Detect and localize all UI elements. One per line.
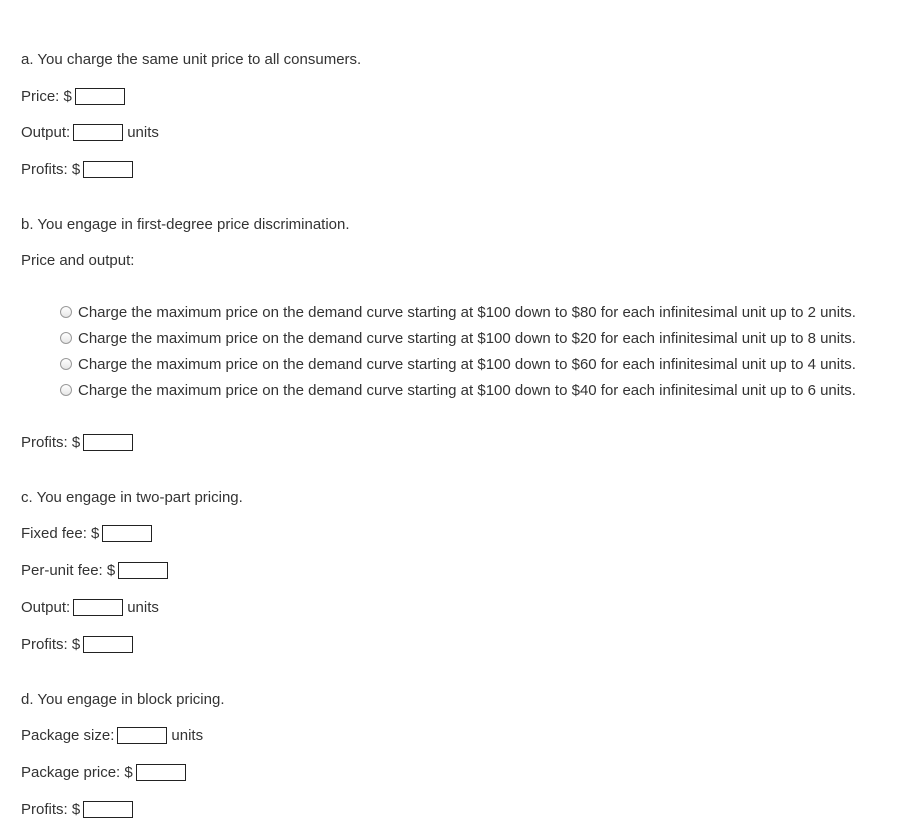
radio-button-icon[interactable] bbox=[60, 384, 72, 396]
part-c-fixed-fee-label: Fixed fee: $ bbox=[21, 524, 100, 542]
part-d-profits-label: Profits: $ bbox=[21, 800, 81, 818]
part-a-output-input[interactable] bbox=[73, 124, 123, 141]
part-c-profits-input[interactable] bbox=[83, 636, 133, 653]
part-d-package-size-label: Package size: bbox=[21, 726, 115, 744]
part-d-package-size-units: units bbox=[171, 726, 204, 744]
part-a-output-row bbox=[21, 122, 159, 142]
part-b-heading-text: b. You engage in first-degree price discrimination. bbox=[21, 215, 350, 233]
part-b-profits-input[interactable] bbox=[83, 434, 133, 451]
part-c-heading-text: c. You engage in two-part pricing. bbox=[21, 488, 243, 506]
part-b-price-output-label-row bbox=[21, 250, 134, 270]
part-d-profits-input[interactable] bbox=[83, 801, 133, 818]
part-b-option-1[interactable] bbox=[60, 302, 856, 322]
part-b-option-3[interactable] bbox=[60, 354, 856, 374]
part-c-heading bbox=[21, 487, 243, 507]
part-c-output-units: units bbox=[127, 598, 159, 616]
part-b-price-output-label: Price and output: bbox=[21, 251, 135, 269]
part-b-option-4[interactable] bbox=[60, 380, 856, 400]
part-a-output-units: units bbox=[127, 123, 159, 141]
part-c-output-input[interactable] bbox=[73, 599, 123, 616]
part-c-profits-label: Profits: $ bbox=[21, 635, 81, 653]
part-a-profits-label: Profits: $ bbox=[21, 160, 81, 178]
part-d-profits-row bbox=[21, 799, 133, 819]
part-a-output-label: Output: bbox=[21, 123, 71, 141]
part-a-price-row bbox=[21, 86, 125, 106]
radio-button-icon[interactable] bbox=[60, 332, 72, 344]
radio-button-icon[interactable] bbox=[60, 358, 72, 370]
part-c-fixed-fee-input[interactable] bbox=[102, 525, 152, 542]
part-b-profits-label: Profits: $ bbox=[21, 433, 81, 451]
part-d-heading bbox=[21, 689, 225, 709]
part-d-package-size-input[interactable] bbox=[117, 727, 167, 744]
part-a-heading bbox=[21, 49, 361, 69]
part-b-heading bbox=[21, 214, 350, 234]
part-c-output-label: Output: bbox=[21, 598, 71, 616]
part-a-profits-row bbox=[21, 159, 133, 179]
part-c-per-unit-fee-label: Per-unit fee: $ bbox=[21, 561, 116, 579]
part-b-profits-row bbox=[21, 432, 133, 452]
part-c-fixed-fee-row bbox=[21, 523, 152, 543]
part-b-option-2[interactable] bbox=[60, 328, 856, 348]
part-d-package-price-input[interactable] bbox=[136, 764, 186, 781]
part-d-package-price-label: Package price: $ bbox=[21, 763, 133, 781]
part-c-output-row bbox=[21, 597, 159, 617]
part-a-price-label: Price: $ bbox=[21, 87, 72, 105]
part-a-price-input[interactable] bbox=[75, 88, 125, 105]
part-a-heading-text: a. You charge the same unit price to all consumers. bbox=[21, 50, 362, 68]
part-c-profits-row bbox=[21, 634, 133, 654]
part-d-heading-text: d. You engage in block pricing. bbox=[21, 690, 225, 708]
part-b-option-1-text: Charge the maximum price on the demand curve starting at $100 down to $80 for each infinitesimal unit up to 2 units. bbox=[78, 303, 856, 321]
part-c-per-unit-fee-input[interactable] bbox=[118, 562, 168, 579]
part-a-profits-input[interactable] bbox=[83, 161, 133, 178]
radio-button-icon[interactable] bbox=[60, 306, 72, 318]
part-b-option-2-text: Charge the maximum price on the demand curve starting at $100 down to $20 for each infinitesimal unit up to 8 units. bbox=[78, 329, 856, 347]
part-d-package-price-row bbox=[21, 762, 186, 782]
part-c-per-unit-fee-row bbox=[21, 560, 168, 580]
part-b-option-4-text: Charge the maximum price on the demand curve starting at $100 down to $40 for each infinitesimal unit up to 6 units. bbox=[78, 381, 856, 399]
part-b-option-3-text: Charge the maximum price on the demand curve starting at $100 down to $60 for each infinitesimal unit up to 4 units. bbox=[78, 355, 856, 373]
part-d-package-size-row bbox=[21, 725, 203, 745]
